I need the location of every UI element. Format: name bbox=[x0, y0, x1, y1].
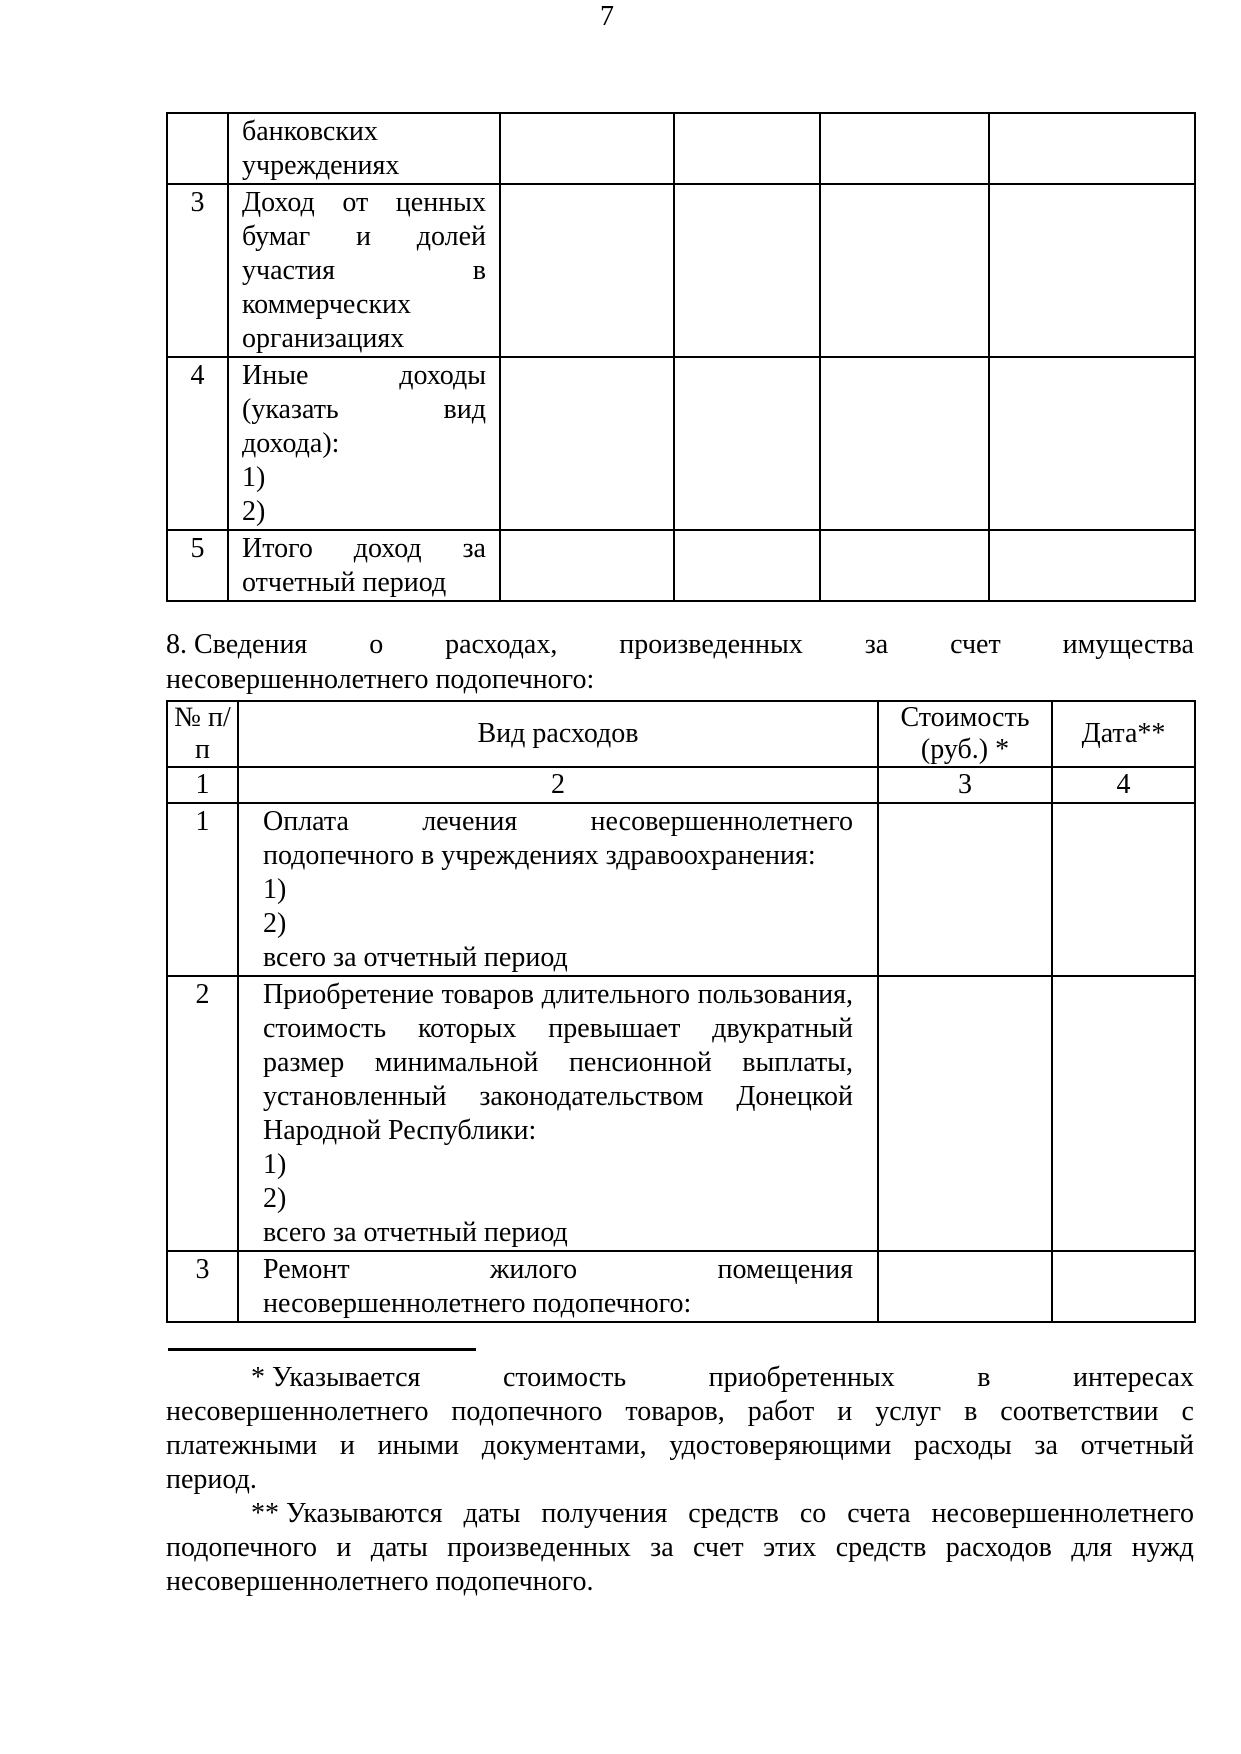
text-line: подопечного и даты произведенных за счет этих средств расходов для нужд bbox=[166, 1532, 1194, 1563]
income-value-cell[interactable] bbox=[500, 184, 674, 357]
expense-type-cell bbox=[238, 1251, 878, 1322]
text-line: участия в bbox=[242, 255, 486, 286]
text-line: 8. Сведения о расходах, произведенных за счет имущества bbox=[166, 629, 1194, 660]
income-row bbox=[167, 357, 1195, 530]
text-line: Приобретение товаров длительного пользования, bbox=[263, 979, 853, 1010]
income-value-cell[interactable] bbox=[989, 357, 1195, 530]
expense-date-cell[interactable] bbox=[1052, 803, 1195, 976]
text-line: бумаг и долей bbox=[242, 221, 486, 252]
text-line: период. bbox=[166, 1464, 257, 1495]
expense-date-cell[interactable] bbox=[1052, 976, 1195, 1251]
header-cost-cell: Стоимость (руб.) * bbox=[878, 701, 1052, 767]
text-line: 1) bbox=[242, 462, 266, 493]
text-line: всего за отчетный период bbox=[263, 942, 568, 973]
text-line: 2) bbox=[263, 908, 287, 939]
column-number-cell: 1 bbox=[167, 767, 238, 803]
text-line: учреждениях bbox=[242, 150, 400, 181]
income-value-cell[interactable] bbox=[820, 530, 989, 601]
text-line: несовершеннолетнего подопечного: bbox=[263, 1288, 692, 1319]
text-line: отчетный период bbox=[242, 567, 447, 598]
expense-cost-cell[interactable] bbox=[878, 803, 1052, 976]
expense-row bbox=[167, 1251, 1195, 1322]
expense-date-cell[interactable] bbox=[1052, 1251, 1195, 1322]
text-line: (указать вид bbox=[242, 394, 486, 425]
text-line: подопечного в учреждениях здравоохранения: bbox=[263, 840, 816, 871]
income-value-cell[interactable] bbox=[674, 530, 820, 601]
footnote-separator bbox=[168, 1348, 476, 1351]
income-type-cell bbox=[228, 357, 500, 530]
income-value-cell[interactable] bbox=[820, 357, 989, 530]
text-line: организациях bbox=[242, 323, 405, 354]
income-table bbox=[166, 112, 1196, 602]
expenses-header-row bbox=[167, 701, 1195, 767]
text-line: стоимость которых превышает двукратный bbox=[263, 1013, 853, 1044]
expense-row bbox=[167, 803, 1195, 976]
text-line: 1) bbox=[263, 874, 287, 905]
income-value-cell[interactable] bbox=[989, 113, 1195, 184]
income-value-cell[interactable] bbox=[674, 184, 820, 357]
income-value-cell[interactable] bbox=[820, 184, 989, 357]
column-numbers-row bbox=[167, 767, 1195, 803]
income-row bbox=[167, 184, 1195, 357]
text-line: ** Указываются даты получения средств со счета несовершеннолетнего bbox=[251, 1498, 1194, 1529]
text-line: 2) bbox=[263, 1183, 287, 1214]
section-8-heading bbox=[166, 627, 1194, 697]
income-value-cell[interactable] bbox=[820, 113, 989, 184]
column-number-cell: 3 bbox=[878, 767, 1052, 803]
text-line: несовершеннолетнего подопечного товаров, работ и услуг в соответствии с bbox=[166, 1396, 1194, 1427]
income-type-cell bbox=[228, 530, 500, 601]
income-type-cell bbox=[228, 113, 500, 184]
income-row bbox=[167, 530, 1195, 601]
text-line: Оплата лечения несовершеннолетнего bbox=[263, 806, 853, 837]
text-line: установленный законодательством Донецкой bbox=[263, 1081, 853, 1112]
text-line: Итого доход за bbox=[242, 533, 486, 564]
page-number: 7 bbox=[600, 1, 614, 32]
text-line: 2) bbox=[242, 496, 266, 527]
row-number-cell: 5 bbox=[167, 530, 228, 601]
text-line: дохода): bbox=[242, 428, 340, 459]
expense-row bbox=[167, 976, 1195, 1251]
income-value-cell[interactable] bbox=[500, 357, 674, 530]
income-value-cell[interactable] bbox=[500, 530, 674, 601]
text-line: Доход от ценных bbox=[242, 187, 486, 218]
text-line: всего за отчетный период bbox=[263, 1217, 568, 1248]
row-number-cell: 1 bbox=[167, 803, 238, 976]
income-type-cell bbox=[228, 184, 500, 357]
expenses-table bbox=[166, 700, 1196, 1323]
row-number-cell: 2 bbox=[167, 976, 238, 1251]
text-line: банковских bbox=[242, 116, 378, 147]
income-value-cell[interactable] bbox=[674, 357, 820, 530]
text-line: несовершеннолетнего подопечного. bbox=[166, 1566, 594, 1597]
text-line: 1) bbox=[263, 1149, 287, 1180]
expense-cost-cell[interactable] bbox=[878, 1251, 1052, 1322]
text-line: несовершеннолетнего подопечного: bbox=[166, 664, 595, 695]
text-line: Народной Республики: bbox=[263, 1115, 537, 1146]
footnotes-block bbox=[166, 1361, 1194, 1599]
text-line: платежными и иными документами, удостоверяющими расходы за отчетный bbox=[166, 1430, 1194, 1461]
row-number-cell: 3 bbox=[167, 184, 228, 357]
text-line: * Указывается стоимость приобретенных в интересах bbox=[251, 1362, 1194, 1393]
text-line: размер минимальной пенсионной выплаты, bbox=[263, 1047, 853, 1078]
row-number-cell: 3 bbox=[167, 1251, 238, 1322]
income-value-cell[interactable] bbox=[989, 184, 1195, 357]
income-value-cell[interactable] bbox=[989, 530, 1195, 601]
expense-cost-cell[interactable] bbox=[878, 976, 1052, 1251]
expense-type-cell bbox=[238, 976, 878, 1251]
expense-type-cell bbox=[238, 803, 878, 976]
column-number-cell: 4 bbox=[1052, 767, 1195, 803]
text-line: коммерческих bbox=[242, 289, 412, 320]
header-num-cell: № п/п bbox=[167, 701, 238, 767]
row-number-cell bbox=[167, 113, 228, 184]
text-line: Иные доходы bbox=[242, 360, 486, 391]
income-value-cell[interactable] bbox=[674, 113, 820, 184]
row-number-cell: 4 bbox=[167, 357, 228, 530]
header-expense-type-cell: Вид расходов bbox=[238, 701, 878, 767]
income-row bbox=[167, 113, 1195, 184]
income-value-cell[interactable] bbox=[500, 113, 674, 184]
column-number-cell: 2 bbox=[238, 767, 878, 803]
text-line: Ремонт жилого помещения bbox=[263, 1254, 853, 1285]
header-date-cell: Дата** bbox=[1052, 701, 1195, 767]
